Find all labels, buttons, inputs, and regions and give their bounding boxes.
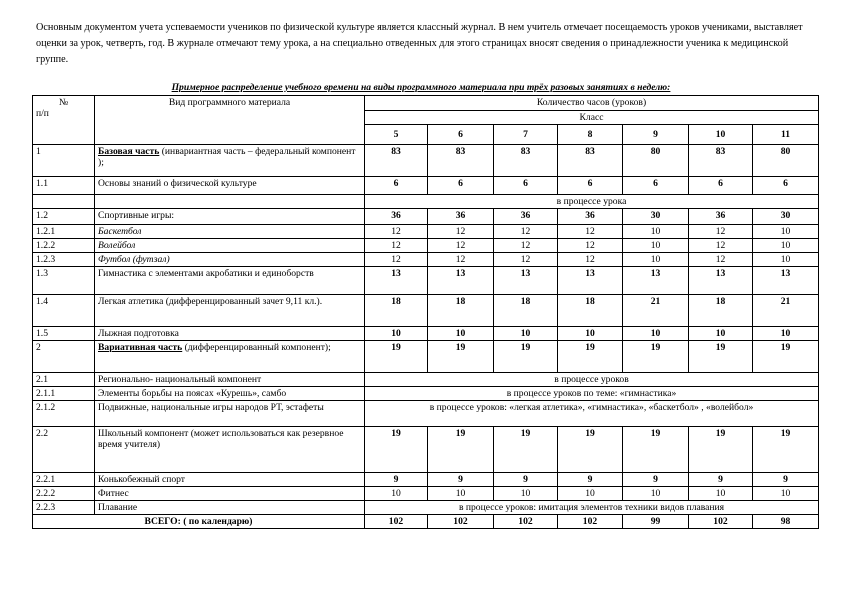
total-value-cell: 98 xyxy=(753,515,819,529)
table-row xyxy=(33,487,819,501)
table-row xyxy=(33,239,819,253)
table-row xyxy=(33,145,819,177)
row-name: Легкая атлетика (дифференцированный зачет 9,11 кл.). xyxy=(98,296,323,307)
intro-paragraph: Основным документом учета успеваемости учеников по физической культуре является классный журнал. В нем учитель отмечает посещаемость уроков учениками, выставляет оценки за урок, четверть, год. В журнале отмечают тему урока, а на специально отведенных для этого страницах вносят сведения о принадлежности ученика к медицинской группе. xyxy=(36,22,803,65)
value-cell: 9 xyxy=(623,473,689,487)
value-cell: 9 xyxy=(428,473,494,487)
total-value-cell: 102 xyxy=(558,515,623,529)
value-cell: 18 xyxy=(558,295,623,327)
total-label-cell: ВСЕГО: ( по календарю) xyxy=(33,515,365,529)
value-cell: 19 xyxy=(689,427,753,473)
row-name: Школьный компонент (может использоваться как резервное время учителя) xyxy=(98,428,344,450)
value-cell: 10 xyxy=(753,225,819,239)
row-number-cell: 1 xyxy=(33,145,95,177)
total-value-cell: 99 xyxy=(623,515,689,529)
row-name: Подвижные, национальные игры народов РТ, эстафеты xyxy=(98,402,324,413)
number-header xyxy=(33,96,95,145)
value-cell: 18 xyxy=(365,295,428,327)
value-cell: 12 xyxy=(558,253,623,267)
table-row xyxy=(33,387,819,401)
grade-header-cell: 11 xyxy=(753,125,819,145)
value-cell: 12 xyxy=(558,225,623,239)
value-cell: 83 xyxy=(365,145,428,177)
value-cell: 10 xyxy=(428,487,494,501)
table-row xyxy=(33,177,819,195)
value-cell: 10 xyxy=(623,239,689,253)
row-name: Фитнес xyxy=(98,488,129,499)
table-row xyxy=(33,209,819,225)
value-cell: 83 xyxy=(494,145,558,177)
value-cell: 10 xyxy=(753,327,819,341)
value-cell: 6 xyxy=(428,177,494,195)
row-number-cell: 1.5 xyxy=(33,327,95,341)
header-row-1 xyxy=(33,96,819,111)
row-name-cell xyxy=(95,501,365,515)
value-cell: 12 xyxy=(365,239,428,253)
row-name-cell xyxy=(95,177,365,195)
total-value-cell: 102 xyxy=(428,515,494,529)
row-number-cell: 1.2 xyxy=(33,209,95,225)
value-cell: 10 xyxy=(428,327,494,341)
value-cell: 19 xyxy=(623,427,689,473)
table-row xyxy=(33,401,819,427)
total-value-cell: 102 xyxy=(689,515,753,529)
row-number-cell: 2.1.2 xyxy=(33,401,95,427)
value-cell: 12 xyxy=(365,253,428,267)
value-cell: 18 xyxy=(428,295,494,327)
row-name-cell xyxy=(95,195,365,209)
value-cell: 9 xyxy=(494,473,558,487)
value-cell: 9 xyxy=(558,473,623,487)
value-cell: 19 xyxy=(494,341,558,373)
row-number-cell: 2.2.2 xyxy=(33,487,95,501)
value-cell: 12 xyxy=(494,225,558,239)
value-cell: 36 xyxy=(428,209,494,225)
row-name: Гимнастика с элементами акробатики и единоборств xyxy=(98,268,314,279)
value-cell: 21 xyxy=(623,295,689,327)
value-cell: 12 xyxy=(428,225,494,239)
value-cell: 19 xyxy=(558,427,623,473)
row-number-cell: 2.2.1 xyxy=(33,473,95,487)
value-cell: 19 xyxy=(689,341,753,373)
value-cell: 21 xyxy=(753,295,819,327)
grade-header-cell: 9 xyxy=(623,125,689,145)
value-cell: 12 xyxy=(428,239,494,253)
grade-header-cell: 8 xyxy=(558,125,623,145)
value-cell: 10 xyxy=(365,487,428,501)
table-row xyxy=(33,427,819,473)
row-name: Основы знаний о физической культуре xyxy=(98,178,257,189)
value-cell: 83 xyxy=(689,145,753,177)
value-cell: 13 xyxy=(689,267,753,295)
value-cell: 6 xyxy=(753,177,819,195)
value-cell: 12 xyxy=(365,225,428,239)
row-name: Плавание xyxy=(98,502,138,513)
value-cell: 19 xyxy=(365,427,428,473)
row-number-cell: 2.1 xyxy=(33,373,95,387)
value-cell: 10 xyxy=(365,327,428,341)
total-value-cell: 102 xyxy=(365,515,428,529)
section-title: Базовая часть xyxy=(98,146,160,157)
value-cell: 10 xyxy=(623,487,689,501)
row-name: Лыжная подготовка xyxy=(98,328,179,339)
table-row xyxy=(33,473,819,487)
value-cell: 10 xyxy=(623,253,689,267)
row-name: Футбол (футзал) xyxy=(98,254,170,265)
value-cell: 10 xyxy=(753,253,819,267)
table-row xyxy=(33,267,819,295)
number-sign: № xyxy=(58,97,69,108)
grade-header-cell: 7 xyxy=(494,125,558,145)
table-row xyxy=(33,195,819,209)
value-cell: 12 xyxy=(428,253,494,267)
row-name-cell xyxy=(95,401,365,427)
section-subtitle: (инвариантная часть – федеральный компонент ); xyxy=(98,146,356,168)
row-name-cell xyxy=(95,267,365,295)
value-cell: 30 xyxy=(753,209,819,225)
class-header: Класс xyxy=(365,111,819,125)
row-name-cell xyxy=(95,427,365,473)
total-value-cell: 102 xyxy=(494,515,558,529)
row-name-cell xyxy=(95,295,365,327)
value-cell: 10 xyxy=(558,327,623,341)
value-cell: 19 xyxy=(753,341,819,373)
value-cell: 80 xyxy=(623,145,689,177)
grade-header-cell: 5 xyxy=(365,125,428,145)
value-cell: 19 xyxy=(494,427,558,473)
row-name-cell xyxy=(95,253,365,267)
row-name: Спортивные игры: xyxy=(98,210,175,221)
note-cell: в процессе уроков: имитация элементов техники видов плавания xyxy=(365,501,819,515)
grade-header-cell: 6 xyxy=(428,125,494,145)
row-number-cell: 1.3 xyxy=(33,267,95,295)
value-cell: 10 xyxy=(494,327,558,341)
note-cell: в процессе урока xyxy=(365,195,819,209)
row-number-cell: 1.1 xyxy=(33,177,95,195)
row-name-cell xyxy=(95,239,365,253)
note-cell: в процессе уроков: «легкая атлетика», «гимнастика», «баскетбол» , «волейбол» xyxy=(365,401,819,427)
value-cell: 36 xyxy=(558,209,623,225)
value-cell: 19 xyxy=(753,427,819,473)
value-cell: 19 xyxy=(428,341,494,373)
total-row xyxy=(33,515,819,529)
row-name-cell xyxy=(95,225,365,239)
table-subtitle: Примерное распределение учебного времени на виды программного материала при трёх разовых занятиях в неделю: xyxy=(171,82,671,93)
row-name: Регионально- национальный компонент xyxy=(98,374,262,385)
value-cell: 36 xyxy=(365,209,428,225)
value-cell: 13 xyxy=(428,267,494,295)
value-cell: 13 xyxy=(623,267,689,295)
value-cell: 12 xyxy=(494,239,558,253)
note-cell: в процессе уроков xyxy=(365,373,819,387)
row-number-cell: 1.2.1 xyxy=(33,225,95,239)
row-name-cell xyxy=(95,341,365,373)
value-cell: 19 xyxy=(558,341,623,373)
value-cell: 83 xyxy=(428,145,494,177)
value-cell: 12 xyxy=(689,239,753,253)
table-row xyxy=(33,327,819,341)
hours-header: Количество часов (уроков) xyxy=(365,96,819,111)
row-name-cell xyxy=(95,373,365,387)
value-cell: 12 xyxy=(689,225,753,239)
row-number-cell xyxy=(33,195,95,209)
row-name-cell xyxy=(95,327,365,341)
value-cell: 10 xyxy=(753,487,819,501)
row-number-cell: 1.4 xyxy=(33,295,95,327)
grade-header-cell: 10 xyxy=(689,125,753,145)
value-cell: 36 xyxy=(689,209,753,225)
value-cell: 13 xyxy=(494,267,558,295)
table-row xyxy=(33,253,819,267)
value-cell: 18 xyxy=(494,295,558,327)
value-cell: 10 xyxy=(689,487,753,501)
type-header: Вид программного материала xyxy=(95,96,365,145)
value-cell: 10 xyxy=(623,327,689,341)
table-row xyxy=(33,501,819,515)
row-name: Баскетбол xyxy=(98,226,142,237)
row-number-cell: 1.2.2 xyxy=(33,239,95,253)
value-cell: 10 xyxy=(558,487,623,501)
row-name-cell xyxy=(95,487,365,501)
value-cell: 18 xyxy=(689,295,753,327)
row-name-cell xyxy=(95,387,365,401)
value-cell: 10 xyxy=(623,225,689,239)
value-cell: 83 xyxy=(558,145,623,177)
value-cell: 10 xyxy=(494,487,558,501)
value-cell: 12 xyxy=(689,253,753,267)
table-row xyxy=(33,373,819,387)
value-cell: 13 xyxy=(365,267,428,295)
row-number-cell: 2.2 xyxy=(33,427,95,473)
value-cell: 10 xyxy=(689,327,753,341)
value-cell: 13 xyxy=(753,267,819,295)
value-cell: 12 xyxy=(558,239,623,253)
value-cell: 6 xyxy=(623,177,689,195)
pp-label: п/п xyxy=(36,108,49,119)
table-row xyxy=(33,341,819,373)
row-number-cell: 2 xyxy=(33,341,95,373)
section-title: Вариативная часть xyxy=(98,342,183,353)
row-name: Волейбол xyxy=(98,240,136,251)
value-cell: 12 xyxy=(494,253,558,267)
value-cell: 19 xyxy=(428,427,494,473)
table-row xyxy=(33,225,819,239)
row-name: Элементы борьбы на поясах «Курешь», самбо xyxy=(98,388,287,399)
row-name-cell xyxy=(95,145,365,177)
value-cell: 9 xyxy=(689,473,753,487)
row-name-cell xyxy=(95,209,365,225)
hours-distribution-table xyxy=(32,95,819,529)
value-cell: 13 xyxy=(558,267,623,295)
value-cell: 10 xyxy=(753,239,819,253)
value-cell: 19 xyxy=(365,341,428,373)
section-subtitle: (дифференцированный компонент); xyxy=(182,342,331,353)
row-number-cell: 1.2.3 xyxy=(33,253,95,267)
value-cell: 9 xyxy=(753,473,819,487)
value-cell: 30 xyxy=(623,209,689,225)
row-name: Конькобежный спорт xyxy=(98,474,186,485)
value-cell: 36 xyxy=(494,209,558,225)
row-name-cell xyxy=(95,473,365,487)
value-cell: 9 xyxy=(365,473,428,487)
value-cell: 6 xyxy=(558,177,623,195)
row-number-cell: 2.1.1 xyxy=(33,387,95,401)
value-cell: 6 xyxy=(689,177,753,195)
value-cell: 6 xyxy=(494,177,558,195)
value-cell: 19 xyxy=(623,341,689,373)
table-row xyxy=(33,295,819,327)
row-number-cell: 2.2.3 xyxy=(33,501,95,515)
value-cell: 80 xyxy=(753,145,819,177)
note-cell: в процессе уроков по теме: «гимнастика» xyxy=(365,387,819,401)
value-cell: 6 xyxy=(365,177,428,195)
